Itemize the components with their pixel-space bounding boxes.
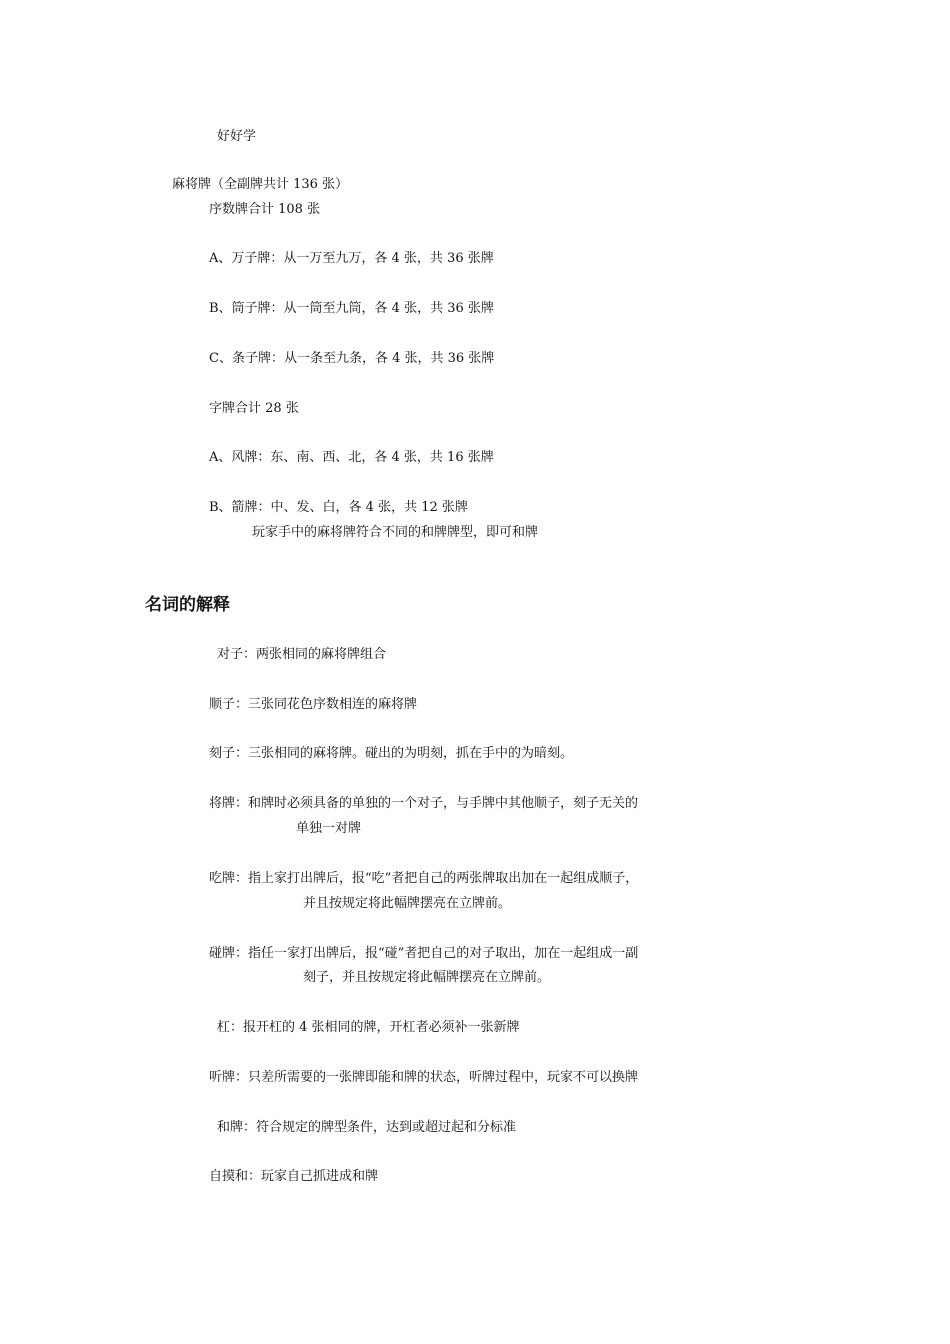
- term-pung-cont: 刻子，并且按规定将此幅牌摆亮在立牌前。: [303, 970, 551, 985]
- suit-circles: B、筒子牌：从一筒至九筒，各 4 张，共 36 张牌: [209, 301, 494, 316]
- suit-bamboo: C、条子牌：从一条至九条，各 4 张，共 36 张牌: [209, 351, 495, 366]
- honor-tiles-total: 字牌合计 28 张: [209, 401, 299, 416]
- term-pung: 碰牌：指任一家打出牌后，报“碰”者把自己的对子取出，加在一起组成一副: [209, 946, 639, 961]
- term-chow-cont: 并且按规定将此幅牌摆亮在立牌前。: [303, 896, 512, 911]
- suit-tiles-total: 序数牌合计 108 张: [209, 202, 321, 217]
- term-self-draw: 自摸和：玩家自己抓进成和牌: [209, 1169, 379, 1184]
- term-chow: 吃牌：指上家打出牌后，报“吃”者把自己的两张牌取出加在一起组成顺子，: [209, 871, 639, 886]
- term-triplet: 刻子：三张相同的麻将牌。碰出的为明刻，抓在手中的为暗刻。: [209, 746, 574, 761]
- term-eyes: 将牌：和牌时必须具备的单独的一个对子，与手牌中其他顺子，刻子无关的: [209, 796, 639, 811]
- term-sequence: 顺子：三张同花色序数相连的麻将牌: [209, 697, 418, 712]
- win-rule: 玩家手中的麻将牌符合不同的和牌牌型，即可和牌: [252, 525, 539, 540]
- honor-winds: A、风牌：东、南、西、北，各 4 张，共 16 张牌: [209, 450, 494, 465]
- term-kong: 杠：报开杠的 4 张相同的牌，开杠者必须补一张新牌: [217, 1020, 520, 1035]
- term-ready: 听牌：只差所需要的一张牌即能和牌的状态，听牌过程中，玩家不可以换牌: [209, 1070, 639, 1085]
- suit-characters: A、万子牌：从一万至九万，各 4 张，共 36 张牌: [209, 251, 494, 266]
- honor-dragons: B、箭牌：中、发、白，各 4 张，共 12 张牌: [209, 500, 468, 515]
- tiles-title: 麻将牌（全副牌共计 136 张）: [172, 177, 349, 192]
- glossary-heading: 名词的解释: [145, 595, 230, 615]
- term-eyes-cont: 单独一对牌: [296, 821, 362, 836]
- term-pair: 对子：两张相同的麻将牌组合: [217, 647, 387, 662]
- intro-text: 好好学: [217, 129, 257, 144]
- term-win: 和牌：符合规定的牌型条件，达到或超过起和分标准: [217, 1120, 517, 1135]
